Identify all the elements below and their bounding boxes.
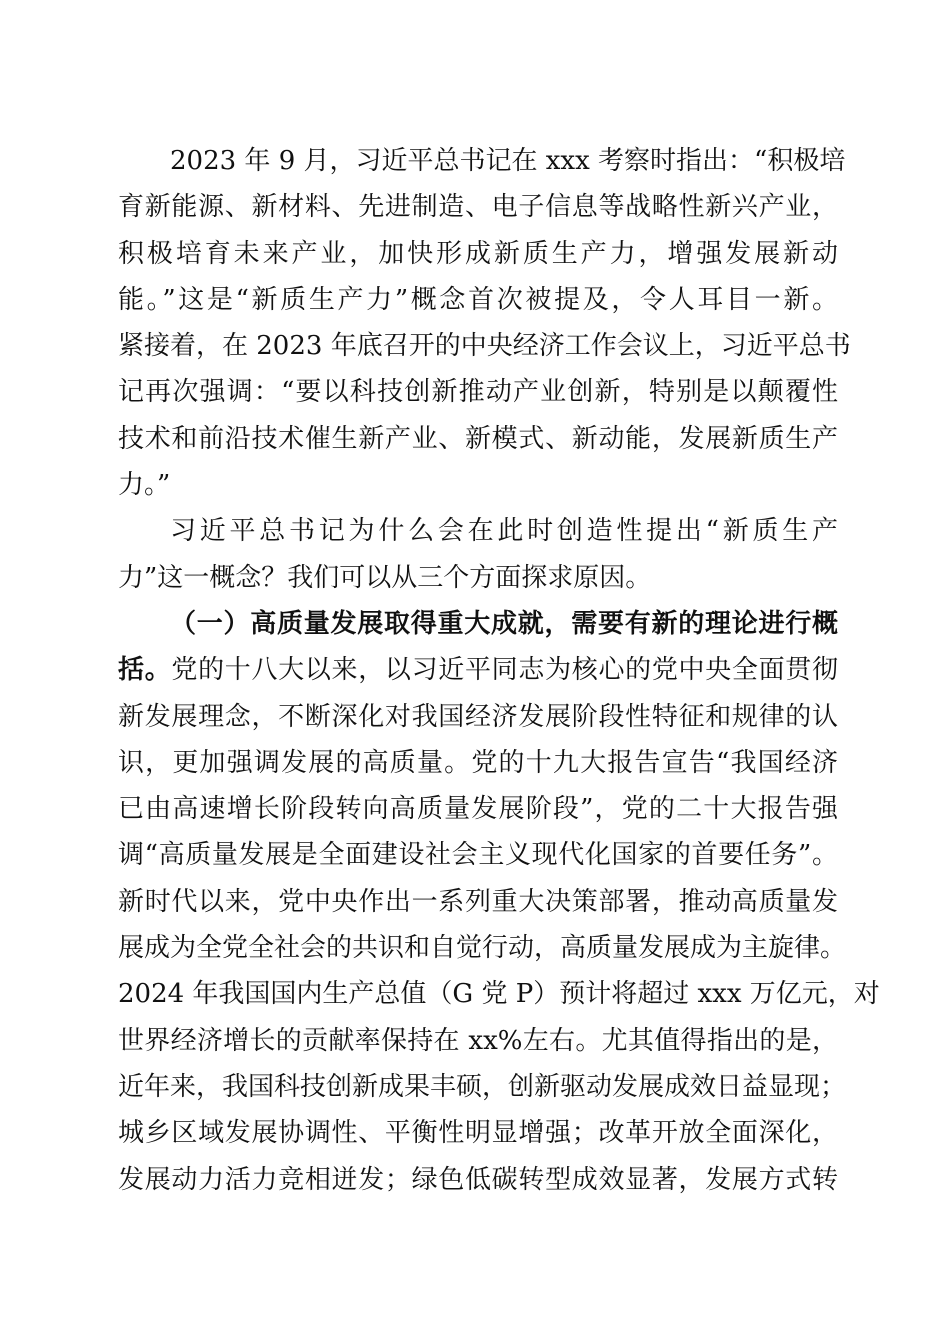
paragraph-1-line-5: 紧接着，在 2023 年底召开的中央经济工作会议上，习近平总书 xyxy=(118,331,851,362)
paragraph-3-line-11: 城乡区域发展协调性、平衡性明显增强；改革开放全面深化， xyxy=(118,1118,838,1149)
paragraph-3-line-6: 新时代以来，党中央作出一系列重大决策部署，推动高质量发 xyxy=(118,886,838,917)
paragraph-3-line-10: 近年来，我国科技创新成果丰硕，创新驱动发展成效日益显现； xyxy=(118,1071,847,1102)
document-body xyxy=(118,138,880,1203)
paragraph-3-line-1 xyxy=(118,647,838,693)
paragraph-3-line-8: 2024 年我国国内生产总值（G 党 P）预计将超过 xxx 万亿元，对 xyxy=(118,979,880,1010)
paragraph-3-line-5: 调“高质量发展是全面建设社会主义现代化国家的首要任务”。 xyxy=(118,840,838,871)
paragraph-1-line-6: 记再次强调：“要以科技创新推动产业创新，特别是以颠覆性 xyxy=(118,377,838,408)
paragraph-3-line-3: 识，更加强调发展的高质量。党的十九大报告宣告“我国经济 xyxy=(118,747,838,778)
section-heading-line: （一）高质量发展取得重大成就，需要有新的理论进行概 xyxy=(170,608,838,639)
paragraph-1-line-3: 积极培育未来产业，加快形成新质生产力，增强发展新动 xyxy=(118,238,838,269)
paragraph-1-line-2: 育新能源、新材料、先进制造、电子信息等战略性新兴产业， xyxy=(118,192,838,223)
paragraph-3-line-1-rest: 党的十八大以来，以习近平同志为核心的党中央全面贯彻 xyxy=(171,655,838,686)
paragraph-3-line-2: 新发展理念，不断深化对我国经济发展阶段性特征和规律的认 xyxy=(118,701,838,732)
paragraph-3-line-4: 已由高速增长阶段转向高质量发展阶段”，党的二十大报告强 xyxy=(118,794,838,825)
paragraph-1-line-7: 技术和前沿技术催生新产业、新模式、新动能，发展新质生产 xyxy=(118,423,838,454)
paragraph-3-line-9: 世界经济增长的贡献率保持在 xx%左右。尤其值得指出的是， xyxy=(118,1025,838,1056)
paragraph-3-line-7: 展成为全党全社会的共识和自觉行动，高质量发展成为主旋律。 xyxy=(118,933,847,964)
section-heading-tail: 括。 xyxy=(118,655,172,686)
paragraph-1-line-4: 能。”这是“新质生产力”概念首次被提及，令人耳目一新。 xyxy=(118,284,838,315)
paragraph-1-line-1: 2023 年 9 月，习近平总书记在 xxx 考察时指出：“积极培 xyxy=(170,146,846,176)
paragraph-1-line-8: 力。” xyxy=(118,470,171,501)
paragraph-2-line-2: 力”这一概念？我们可以从三个方面探求原因。 xyxy=(118,562,652,593)
paragraph-2-line-1: 习近平总书记为什么会在此时创造性提出“新质生产 xyxy=(170,516,838,547)
paragraph-3-line-12: 发展动力活力竞相迸发；绿色低碳转型成效显著，发展方式转 xyxy=(118,1164,838,1195)
